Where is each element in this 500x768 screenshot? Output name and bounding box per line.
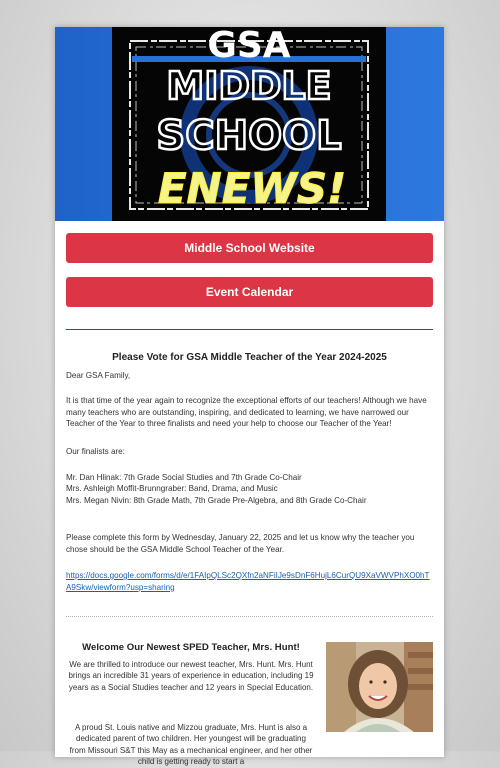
event-calendar-button[interactable]: Event Calendar	[66, 277, 433, 307]
section-divider	[66, 329, 433, 330]
vote-title: Please Vote for GSA Middle Teacher of the Year 2024-2025	[112, 352, 387, 363]
finalists-heading: Our finalists are:	[66, 447, 125, 456]
banner-gsa: GSA	[207, 25, 291, 66]
finalist-item: Mrs. Ashleigh Moffit-Brunngraber: Band, Drama, and Music	[66, 484, 278, 493]
dotted-separator	[66, 616, 433, 617]
finalist-item: Mrs. Megan Nivin: 8th Grade Math, 7th Grade Pre-Algebra, and 8th Grade Co-Chair	[66, 496, 367, 505]
teacher-photo	[326, 642, 433, 732]
vote-instructions: Please complete this form by Wednesday, January 22, 2025 and let us know why the teacher you chose should be the GSA Middle School Teacher of the Year.	[66, 533, 415, 554]
teacher-photo-art	[326, 642, 433, 732]
middle-school-website-button[interactable]: Middle School Website	[66, 233, 433, 263]
enews-logo-art	[112, 27, 386, 221]
banner-middle: MIDDLE	[166, 64, 332, 108]
banner-enews: ENEWS!	[157, 164, 347, 213]
finalist-item: Mr. Dan Hlinak: 7th Grade Social Studies and 7th Grade Co-Chair	[66, 473, 302, 482]
new-teacher-title: Welcome Our Newest SPED Teacher, Mrs. Hunt!	[82, 642, 300, 653]
header-banner	[55, 27, 444, 221]
new-teacher-para1: We are thrilled to introduce our newest teacher, Mrs. Hunt. Mrs. Hunt brings an incredible 31 years of experience in education, including 19 years as a Social Studies teacher and 12 years in Special Education.	[68, 660, 314, 692]
banner-school: SCHOOL	[156, 113, 342, 159]
newsletter-card	[55, 25, 444, 767]
enews-logo	[112, 27, 386, 221]
vote-form-link[interactable]: https://docs.google.com/forms/d/e/1FAIpQLSc2QXfn2aNFiIJe9sDnF6HujL6CurQU9XaVWVPhXO0hTA9Skw/viewform?usp=sharing	[66, 571, 430, 592]
vote-intro: It is that time of the year again to recognize the exceptional efforts of our teachers! Although we have many teachers who are outstanding, inspiring, and dedicated to learning, we have narrowed our Teacher of the Year to three finalists and need your help to choose our Teacher of the Year!	[66, 396, 427, 428]
vote-greeting: Dear GSA Family,	[66, 371, 131, 380]
new-teacher-para2: A proud St. Louis native and Mizzou graduate, Mrs. Hunt is also a dedicated parent of two children. Her youngest will be graduating from Missouri S&T this May as a mechanical engineer, and her other child is getting ready to start a	[69, 723, 313, 767]
